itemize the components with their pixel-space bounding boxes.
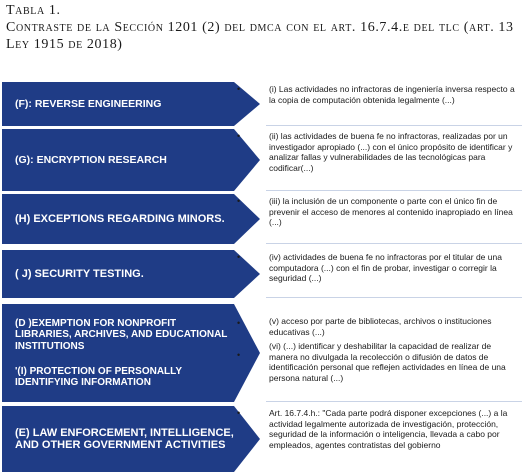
row-description: [266, 250, 522, 298]
chevron-label: ( J) SECURITY TESTING.: [15, 268, 144, 280]
description-text: (iv) actividades de buena fe no infractoras por el titular de una computadora (...) con el fin de probar, investigar o corregir la seguridad (...): [269, 252, 502, 283]
bullet-icon: •: [237, 84, 241, 94]
description-text: Art. 16.7.4.h.: "Cada parte podrá disponer excepciones (...) a la actividad legalmente autorizada de investigación, protección, seguridad de la información o inteligencia, llevada a cabo por empleados, agentes contratistas del gobierno: [269, 408, 508, 450]
row-description: [266, 82, 522, 126]
bullet-icon: •: [237, 196, 241, 206]
row-description: [266, 194, 522, 244]
table-row: [2, 82, 525, 126]
bullet-icon: •: [237, 350, 241, 360]
table-row: [2, 406, 525, 472]
table-caption: [6, 3, 521, 53]
table-row: [2, 304, 525, 402]
row-description: [266, 129, 522, 191]
chevron-label: (H) EXCEPTIONS REGARDING MINORS.: [15, 213, 225, 225]
chevron-label: (G): ENCRYPTION RESEARCH: [15, 154, 167, 166]
chevron-label-group: [15, 304, 235, 402]
table-row: [2, 250, 525, 298]
chevron-label: (E) LAW ENFORCEMENT, INTELLIGENCE, AND OTHER GOVERNMENT ACTIVITIES: [15, 427, 234, 451]
table-row: [2, 194, 525, 244]
table-row: [2, 129, 525, 191]
description-text: (i) Las actividades no infractoras de ingeniería inversa respecto a la copia de computación obtenida legalmente (...): [269, 84, 515, 105]
row-description: [266, 406, 522, 472]
chevron-label: '(I) PROTECTION OF PERSONALLY IDENTIFYING INFORMATION: [15, 365, 182, 388]
description-text: (iii) la inclusión de un componente o parte con el único fin de prevenir el acceso de menores al contenido inapropiado en línea (...): [269, 196, 513, 227]
bullet-icon: •: [237, 318, 241, 328]
description-text: (v) acceso por parte de bibliotecas, archivos o instituciones educativas (...): [269, 316, 492, 337]
row-description: [266, 304, 522, 402]
bullet-icon: •: [237, 252, 241, 262]
chevron-label: (D )EXEMPTION FOR NONPROFIT LIBRARIES, ARCHIVES, AND EDUCATIONAL INSTITUTIONS: [15, 317, 228, 352]
bullet-icon: •: [237, 408, 241, 418]
chevron-label: (F): REVERSE ENGINEERING: [15, 98, 162, 110]
bullet-icon: •: [237, 131, 241, 141]
table-title: Contraste de la Sección 1201 (2) del dmca con el art. 16.7.4.e del tlc (art. 13 Ley 1915 de 2018): [6, 20, 514, 52]
description-text: (ii) las actividades de buena fe no infractoras, realizadas por un investigador apropiado (...) con el único propósito de identificar y analizar fallas y vulnerabilidades de las tecnológicas para codificar(...): [269, 131, 513, 173]
table-number: Tabla 1.: [6, 3, 61, 18]
description-text: (vi) (...) identificar y deshabilitar la capacidad de realizar de manera no divulgada la recolección o difusión de datos de identificación personal que reflejen actividades en línea de una persona natural (...): [269, 341, 506, 383]
